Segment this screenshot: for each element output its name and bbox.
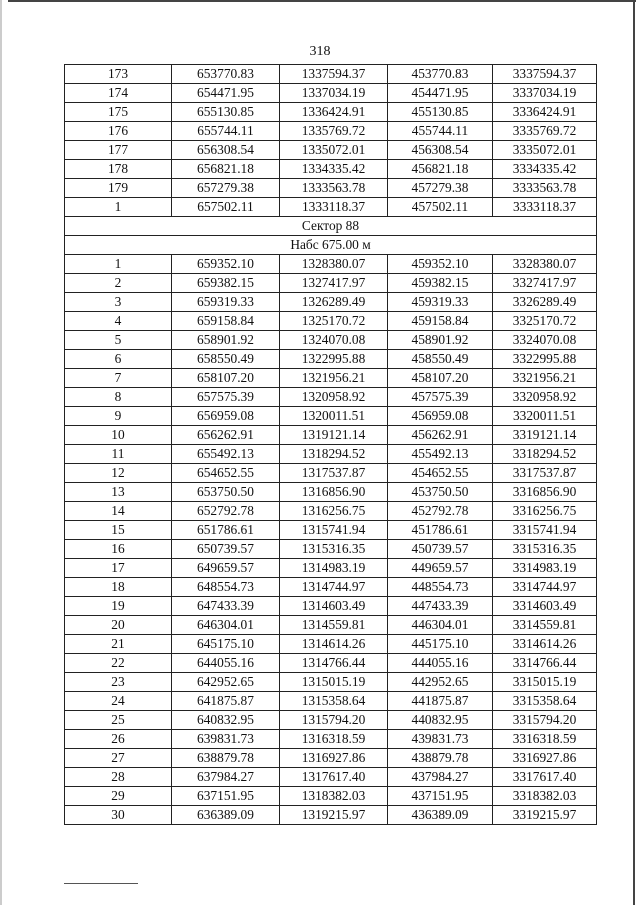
point-number-cell: 26 bbox=[65, 730, 172, 749]
y2-cell: 3337594.37 bbox=[493, 65, 597, 84]
y1-cell: 1337034.19 bbox=[280, 84, 388, 103]
y1-cell: 1326289.49 bbox=[280, 293, 388, 312]
y2-cell: 3324070.08 bbox=[493, 331, 597, 350]
y2-cell: 3314766.44 bbox=[493, 654, 597, 673]
y1-cell: 1320011.51 bbox=[280, 407, 388, 426]
table-row bbox=[65, 540, 597, 559]
x2-cell: 456262.91 bbox=[388, 426, 493, 445]
x1-cell: 657502.11 bbox=[172, 198, 280, 217]
y1-cell: 1324070.08 bbox=[280, 331, 388, 350]
point-number-cell: 5 bbox=[65, 331, 172, 350]
x1-cell: 655744.11 bbox=[172, 122, 280, 141]
y1-cell: 1314744.97 bbox=[280, 578, 388, 597]
point-number-cell: 178 bbox=[65, 160, 172, 179]
x1-cell: 636389.09 bbox=[172, 806, 280, 825]
x1-cell: 647433.39 bbox=[172, 597, 280, 616]
x1-cell: 658107.20 bbox=[172, 369, 280, 388]
table-row bbox=[65, 730, 597, 749]
x1-cell: 651786.61 bbox=[172, 521, 280, 540]
table-row bbox=[65, 312, 597, 331]
point-number-cell: 9 bbox=[65, 407, 172, 426]
point-number-cell: 176 bbox=[65, 122, 172, 141]
table-row bbox=[65, 122, 597, 141]
x2-cell: 447433.39 bbox=[388, 597, 493, 616]
y1-cell: 1337594.37 bbox=[280, 65, 388, 84]
x2-cell: 452792.78 bbox=[388, 502, 493, 521]
point-number-cell: 179 bbox=[65, 179, 172, 198]
x1-cell: 659158.84 bbox=[172, 312, 280, 331]
y1-cell: 1319121.14 bbox=[280, 426, 388, 445]
x1-cell: 648554.73 bbox=[172, 578, 280, 597]
x1-cell: 639831.73 bbox=[172, 730, 280, 749]
y2-cell: 3335769.72 bbox=[493, 122, 597, 141]
y2-cell: 3318382.03 bbox=[493, 787, 597, 806]
page-edge-top bbox=[8, 0, 636, 2]
y1-cell: 1315741.94 bbox=[280, 521, 388, 540]
y2-cell: 3315741.94 bbox=[493, 521, 597, 540]
x2-cell: 458550.49 bbox=[388, 350, 493, 369]
table-row bbox=[65, 711, 597, 730]
table-row bbox=[65, 445, 597, 464]
y2-cell: 3321956.21 bbox=[493, 369, 597, 388]
point-number-cell: 11 bbox=[65, 445, 172, 464]
point-number-cell: 174 bbox=[65, 84, 172, 103]
y1-cell: 1318382.03 bbox=[280, 787, 388, 806]
y2-cell: 3318294.52 bbox=[493, 445, 597, 464]
page-edge-left bbox=[0, 0, 2, 905]
y1-cell: 1315794.20 bbox=[280, 711, 388, 730]
table-row bbox=[65, 768, 597, 787]
y2-cell: 3314983.19 bbox=[493, 559, 597, 578]
x2-cell: 440832.95 bbox=[388, 711, 493, 730]
footnote-divider bbox=[64, 883, 138, 884]
x2-cell: 453770.83 bbox=[388, 65, 493, 84]
y2-cell: 3314559.81 bbox=[493, 616, 597, 635]
table-row bbox=[65, 692, 597, 711]
point-number-cell: 28 bbox=[65, 768, 172, 787]
y1-cell: 1328380.07 bbox=[280, 255, 388, 274]
y2-cell: 3333118.37 bbox=[493, 198, 597, 217]
point-number-cell: 6 bbox=[65, 350, 172, 369]
page-edge-right bbox=[633, 0, 635, 905]
x1-cell: 637151.95 bbox=[172, 787, 280, 806]
table-row bbox=[65, 597, 597, 616]
y2-cell: 3335072.01 bbox=[493, 141, 597, 160]
point-number-cell: 17 bbox=[65, 559, 172, 578]
y2-cell: 3319215.97 bbox=[493, 806, 597, 825]
x2-cell: 444055.16 bbox=[388, 654, 493, 673]
x1-cell: 655492.13 bbox=[172, 445, 280, 464]
x2-cell: 459382.15 bbox=[388, 274, 493, 293]
table-row bbox=[65, 84, 597, 103]
y2-cell: 3334335.42 bbox=[493, 160, 597, 179]
point-number-cell: 22 bbox=[65, 654, 172, 673]
x2-cell: 456959.08 bbox=[388, 407, 493, 426]
x1-cell: 642952.65 bbox=[172, 673, 280, 692]
x1-cell: 659319.33 bbox=[172, 293, 280, 312]
y2-cell: 3317617.40 bbox=[493, 768, 597, 787]
x1-cell: 644055.16 bbox=[172, 654, 280, 673]
x2-cell: 445175.10 bbox=[388, 635, 493, 654]
table-row bbox=[65, 806, 597, 825]
table-row bbox=[65, 673, 597, 692]
x1-cell: 654471.95 bbox=[172, 84, 280, 103]
table-row bbox=[65, 103, 597, 122]
x1-cell: 658901.92 bbox=[172, 331, 280, 350]
y2-cell: 3314603.49 bbox=[493, 597, 597, 616]
page-number: 318 bbox=[309, 44, 331, 59]
point-number-cell: 177 bbox=[65, 141, 172, 160]
y1-cell: 1333118.37 bbox=[280, 198, 388, 217]
table-row bbox=[65, 407, 597, 426]
table-row bbox=[65, 654, 597, 673]
table-row bbox=[65, 141, 597, 160]
y1-cell: 1327417.97 bbox=[280, 274, 388, 293]
x2-cell: 457279.38 bbox=[388, 179, 493, 198]
x2-cell: 454471.95 bbox=[388, 84, 493, 103]
x1-cell: 656308.54 bbox=[172, 141, 280, 160]
table-row bbox=[65, 426, 597, 445]
y1-cell: 1314766.44 bbox=[280, 654, 388, 673]
point-number-cell: 3 bbox=[65, 293, 172, 312]
y1-cell: 1315015.19 bbox=[280, 673, 388, 692]
sector-elevation-row bbox=[65, 236, 597, 255]
y1-cell: 1322995.88 bbox=[280, 350, 388, 369]
sector-elevation: Набс 675.00 м bbox=[65, 236, 597, 255]
y1-cell: 1315358.64 bbox=[280, 692, 388, 711]
table-row bbox=[65, 331, 597, 350]
x1-cell: 659352.10 bbox=[172, 255, 280, 274]
y1-cell: 1335769.72 bbox=[280, 122, 388, 141]
y1-cell: 1314559.81 bbox=[280, 616, 388, 635]
y2-cell: 3316256.75 bbox=[493, 502, 597, 521]
table-row bbox=[65, 483, 597, 502]
y2-cell: 3326289.49 bbox=[493, 293, 597, 312]
x2-cell: 454652.55 bbox=[388, 464, 493, 483]
y1-cell: 1334335.42 bbox=[280, 160, 388, 179]
table-row bbox=[65, 502, 597, 521]
table-row bbox=[65, 787, 597, 806]
x2-cell: 446304.01 bbox=[388, 616, 493, 635]
y2-cell: 3320958.92 bbox=[493, 388, 597, 407]
y1-cell: 1317537.87 bbox=[280, 464, 388, 483]
table-row bbox=[65, 578, 597, 597]
x2-cell: 455130.85 bbox=[388, 103, 493, 122]
y2-cell: 3315316.35 bbox=[493, 540, 597, 559]
x1-cell: 649659.57 bbox=[172, 559, 280, 578]
y2-cell: 3316856.90 bbox=[493, 483, 597, 502]
y1-cell: 1335072.01 bbox=[280, 141, 388, 160]
point-number-cell: 173 bbox=[65, 65, 172, 84]
x2-cell: 441875.87 bbox=[388, 692, 493, 711]
x1-cell: 641875.87 bbox=[172, 692, 280, 711]
y1-cell: 1316318.59 bbox=[280, 730, 388, 749]
y1-cell: 1320958.92 bbox=[280, 388, 388, 407]
y2-cell: 3337034.19 bbox=[493, 84, 597, 103]
x1-cell: 640832.95 bbox=[172, 711, 280, 730]
point-number-cell: 23 bbox=[65, 673, 172, 692]
x1-cell: 645175.10 bbox=[172, 635, 280, 654]
y2-cell: 3327417.97 bbox=[493, 274, 597, 293]
point-number-cell: 12 bbox=[65, 464, 172, 483]
table-row bbox=[65, 160, 597, 179]
point-number-cell: 20 bbox=[65, 616, 172, 635]
y2-cell: 3319121.14 bbox=[493, 426, 597, 445]
y2-cell: 3328380.07 bbox=[493, 255, 597, 274]
table-row bbox=[65, 65, 597, 84]
x1-cell: 659382.15 bbox=[172, 274, 280, 293]
point-number-cell: 14 bbox=[65, 502, 172, 521]
x2-cell: 456821.18 bbox=[388, 160, 493, 179]
y2-cell: 3322995.88 bbox=[493, 350, 597, 369]
y1-cell: 1317617.40 bbox=[280, 768, 388, 787]
table-row bbox=[65, 350, 597, 369]
table-body-top bbox=[65, 65, 597, 217]
x2-cell: 448554.73 bbox=[388, 578, 493, 597]
point-number-cell: 29 bbox=[65, 787, 172, 806]
x2-cell: 458107.20 bbox=[388, 369, 493, 388]
x2-cell: 459158.84 bbox=[388, 312, 493, 331]
point-number-cell: 27 bbox=[65, 749, 172, 768]
x2-cell: 439831.73 bbox=[388, 730, 493, 749]
x2-cell: 456308.54 bbox=[388, 141, 493, 160]
x1-cell: 657279.38 bbox=[172, 179, 280, 198]
y2-cell: 3333563.78 bbox=[493, 179, 597, 198]
coordinates-table bbox=[64, 64, 597, 825]
point-number-cell: 1 bbox=[65, 255, 172, 274]
table-body-bottom bbox=[65, 255, 597, 825]
y1-cell: 1314603.49 bbox=[280, 597, 388, 616]
x2-cell: 438879.78 bbox=[388, 749, 493, 768]
table-row bbox=[65, 749, 597, 768]
sector-header bbox=[65, 217, 597, 255]
y1-cell: 1319215.97 bbox=[280, 806, 388, 825]
y1-cell: 1336424.91 bbox=[280, 103, 388, 122]
table-row bbox=[65, 369, 597, 388]
table-row bbox=[65, 293, 597, 312]
table-row bbox=[65, 198, 597, 217]
y2-cell: 3315015.19 bbox=[493, 673, 597, 692]
point-number-cell: 21 bbox=[65, 635, 172, 654]
x2-cell: 437151.95 bbox=[388, 787, 493, 806]
sector-title: Сектор 88 bbox=[65, 217, 597, 236]
point-number-cell: 10 bbox=[65, 426, 172, 445]
table-row bbox=[65, 635, 597, 654]
x1-cell: 655130.85 bbox=[172, 103, 280, 122]
x2-cell: 457575.39 bbox=[388, 388, 493, 407]
x2-cell: 453750.50 bbox=[388, 483, 493, 502]
table-row bbox=[65, 521, 597, 540]
table-row bbox=[65, 274, 597, 293]
y1-cell: 1321956.21 bbox=[280, 369, 388, 388]
y1-cell: 1314983.19 bbox=[280, 559, 388, 578]
y2-cell: 3316318.59 bbox=[493, 730, 597, 749]
table-row bbox=[65, 255, 597, 274]
point-number-cell: 2 bbox=[65, 274, 172, 293]
x2-cell: 459352.10 bbox=[388, 255, 493, 274]
x1-cell: 656262.91 bbox=[172, 426, 280, 445]
x2-cell: 459319.33 bbox=[388, 293, 493, 312]
x1-cell: 653750.50 bbox=[172, 483, 280, 502]
y2-cell: 3315794.20 bbox=[493, 711, 597, 730]
x1-cell: 658550.49 bbox=[172, 350, 280, 369]
table-row bbox=[65, 559, 597, 578]
table-row bbox=[65, 388, 597, 407]
x2-cell: 455492.13 bbox=[388, 445, 493, 464]
point-number-cell: 7 bbox=[65, 369, 172, 388]
table-row bbox=[65, 179, 597, 198]
y1-cell: 1316256.75 bbox=[280, 502, 388, 521]
x1-cell: 646304.01 bbox=[172, 616, 280, 635]
point-number-cell: 16 bbox=[65, 540, 172, 559]
x2-cell: 458901.92 bbox=[388, 331, 493, 350]
point-number-cell: 8 bbox=[65, 388, 172, 407]
x1-cell: 656959.08 bbox=[172, 407, 280, 426]
y1-cell: 1333563.78 bbox=[280, 179, 388, 198]
point-number-cell: 25 bbox=[65, 711, 172, 730]
x2-cell: 442952.65 bbox=[388, 673, 493, 692]
x1-cell: 637984.27 bbox=[172, 768, 280, 787]
y2-cell: 3314744.97 bbox=[493, 578, 597, 597]
point-number-cell: 30 bbox=[65, 806, 172, 825]
y2-cell: 3320011.51 bbox=[493, 407, 597, 426]
y1-cell: 1318294.52 bbox=[280, 445, 388, 464]
x1-cell: 654652.55 bbox=[172, 464, 280, 483]
x2-cell: 455744.11 bbox=[388, 122, 493, 141]
y1-cell: 1314614.26 bbox=[280, 635, 388, 654]
y1-cell: 1316856.90 bbox=[280, 483, 388, 502]
point-number-cell: 13 bbox=[65, 483, 172, 502]
y2-cell: 3317537.87 bbox=[493, 464, 597, 483]
x1-cell: 657575.39 bbox=[172, 388, 280, 407]
point-number-cell: 175 bbox=[65, 103, 172, 122]
y2-cell: 3325170.72 bbox=[493, 312, 597, 331]
x2-cell: 457502.11 bbox=[388, 198, 493, 217]
table-row bbox=[65, 616, 597, 635]
point-number-cell: 1 bbox=[65, 198, 172, 217]
x1-cell: 638879.78 bbox=[172, 749, 280, 768]
y2-cell: 3316927.86 bbox=[493, 749, 597, 768]
x2-cell: 436389.09 bbox=[388, 806, 493, 825]
table-row bbox=[65, 464, 597, 483]
x2-cell: 450739.57 bbox=[388, 540, 493, 559]
point-number-cell: 24 bbox=[65, 692, 172, 711]
x2-cell: 437984.27 bbox=[388, 768, 493, 787]
y1-cell: 1316927.86 bbox=[280, 749, 388, 768]
y1-cell: 1315316.35 bbox=[280, 540, 388, 559]
x2-cell: 449659.57 bbox=[388, 559, 493, 578]
y2-cell: 3315358.64 bbox=[493, 692, 597, 711]
x1-cell: 656821.18 bbox=[172, 160, 280, 179]
y2-cell: 3314614.26 bbox=[493, 635, 597, 654]
y2-cell: 3336424.91 bbox=[493, 103, 597, 122]
point-number-cell: 18 bbox=[65, 578, 172, 597]
x1-cell: 652792.78 bbox=[172, 502, 280, 521]
sector-title-row bbox=[65, 217, 597, 236]
y1-cell: 1325170.72 bbox=[280, 312, 388, 331]
x1-cell: 653770.83 bbox=[172, 65, 280, 84]
point-number-cell: 15 bbox=[65, 521, 172, 540]
x1-cell: 650739.57 bbox=[172, 540, 280, 559]
x2-cell: 451786.61 bbox=[388, 521, 493, 540]
point-number-cell: 4 bbox=[65, 312, 172, 331]
point-number-cell: 19 bbox=[65, 597, 172, 616]
